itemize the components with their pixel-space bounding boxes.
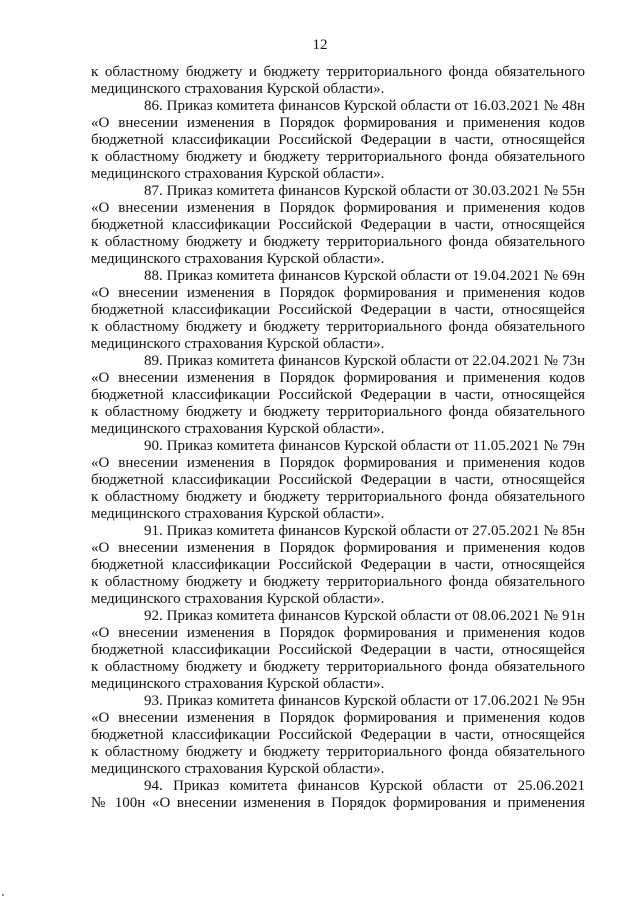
text-line: к областному бюджету и бюджету территориального фонда обязательного xyxy=(91,659,585,675)
text-line: медицинского страхования Курской области». xyxy=(91,506,385,522)
text-line: бюджетной классификации Российской Федерации в части, относящейся xyxy=(91,557,585,573)
text-line: «О внесении изменения в Порядок формирования и применения кодов xyxy=(91,455,585,471)
text-line: медицинского страхования Курской области». xyxy=(91,251,385,267)
list-item-88 xyxy=(91,268,585,353)
text-line: «О внесении изменения в Порядок формирования и применения кодов xyxy=(91,540,585,556)
text-line: 89. Приказ комитета финансов Курской области от 22.04.2021 № 73н xyxy=(144,353,585,369)
text-line: медицинского страхования Курской области». xyxy=(91,591,385,607)
text-line: бюджетной классификации Российской Федерации в части, относящейся xyxy=(91,642,585,658)
list-item-87 xyxy=(91,183,585,268)
text-line: медицинского страхования Курской области». xyxy=(91,336,385,352)
text-line: к областному бюджету и бюджету территориального фонда обязательного xyxy=(91,404,585,420)
text-line: бюджетной классификации Российской Федерации в части, относящейся xyxy=(91,302,585,318)
text-line: медицинского страхования Курской области». xyxy=(91,676,385,692)
list-item-91 xyxy=(91,523,585,608)
text-line: 93. Приказ комитета финансов Курской области от 17.06.2021 № 95н xyxy=(144,693,585,709)
list-item-89 xyxy=(91,353,585,438)
text-line: к областному бюджету и бюджету территориального фонда обязательного xyxy=(91,489,585,505)
text-line: к областному бюджету и бюджету территориального фонда обязательного xyxy=(91,319,585,335)
text-line: 87. Приказ комитета финансов Курской области от 30.03.2021 № 55н xyxy=(144,183,585,199)
document-body xyxy=(91,64,585,812)
list-item-93 xyxy=(91,693,585,778)
page-number: 12 xyxy=(312,37,328,53)
text-line: № 100н «О внесении изменения в Порядок формирования и применения xyxy=(91,795,585,811)
list-item-90 xyxy=(91,438,585,523)
text-line: к областному бюджету и бюджету территориального фонда обязательного xyxy=(91,234,585,250)
text-line: бюджетной классификации Российской Федерации в части, относящейся xyxy=(91,387,585,403)
text-line: «О внесении изменения в Порядок формирования и применения кодов xyxy=(91,710,585,726)
text-line: 94. Приказ комитета финансов Курской области от 25.06.2021 xyxy=(144,778,585,794)
text-line: «О внесении изменения в Порядок формирования и применения кодов xyxy=(91,115,585,131)
text-line: 91. Приказ комитета финансов Курской области от 27.05.2021 № 85н xyxy=(144,523,585,539)
text-line: медицинского страхования Курской области». xyxy=(91,421,385,437)
text-line: 86. Приказ комитета финансов Курской области от 16.03.2021 № 48н xyxy=(144,98,585,114)
text-line: к областному бюджету и бюджету территориального фонда обязательного xyxy=(91,574,585,590)
text-line: к областному бюджету и бюджету территориального фонда обязательного xyxy=(91,149,585,165)
text-line: медицинского страхования Курской области». xyxy=(91,81,385,97)
list-item-92 xyxy=(91,608,585,693)
paragraph-continuation xyxy=(91,64,585,98)
scan-artifact xyxy=(2,894,4,896)
text-line: бюджетной классификации Российской Федерации в части, относящейся xyxy=(91,217,585,233)
text-line: 90. Приказ комитета финансов Курской области от 11.05.2021 № 79н xyxy=(144,438,585,454)
text-line: «О внесении изменения в Порядок формирования и применения кодов xyxy=(91,370,585,386)
text-line: 88. Приказ комитета финансов Курской области от 19.04.2021 № 69н xyxy=(144,268,585,284)
list-item-86 xyxy=(91,98,585,183)
text-line: «О внесении изменения в Порядок формирования и применения кодов xyxy=(91,200,585,216)
text-line: к областному бюджету и бюджету территориального фонда обязательного xyxy=(91,64,585,80)
text-line: 92. Приказ комитета финансов Курской области от 08.06.2021 № 91н xyxy=(144,608,585,624)
text-line: к областному бюджету и бюджету территориального фонда обязательного xyxy=(91,744,585,760)
text-line: бюджетной классификации Российской Федерации в части, относящейся xyxy=(91,727,585,743)
text-line: бюджетной классификации Российской Федерации в части, относящейся xyxy=(91,132,585,148)
text-line: бюджетной классификации Российской Федерации в части, относящейся xyxy=(91,472,585,488)
text-line: «О внесении изменения в Порядок формирования и применения кодов xyxy=(91,625,585,641)
text-line: медицинского страхования Курской области». xyxy=(91,761,385,777)
text-line: медицинского страхования Курской области». xyxy=(91,166,385,182)
text-line: «О внесении изменения в Порядок формирования и применения кодов xyxy=(91,285,585,301)
list-item-94 xyxy=(91,778,585,812)
